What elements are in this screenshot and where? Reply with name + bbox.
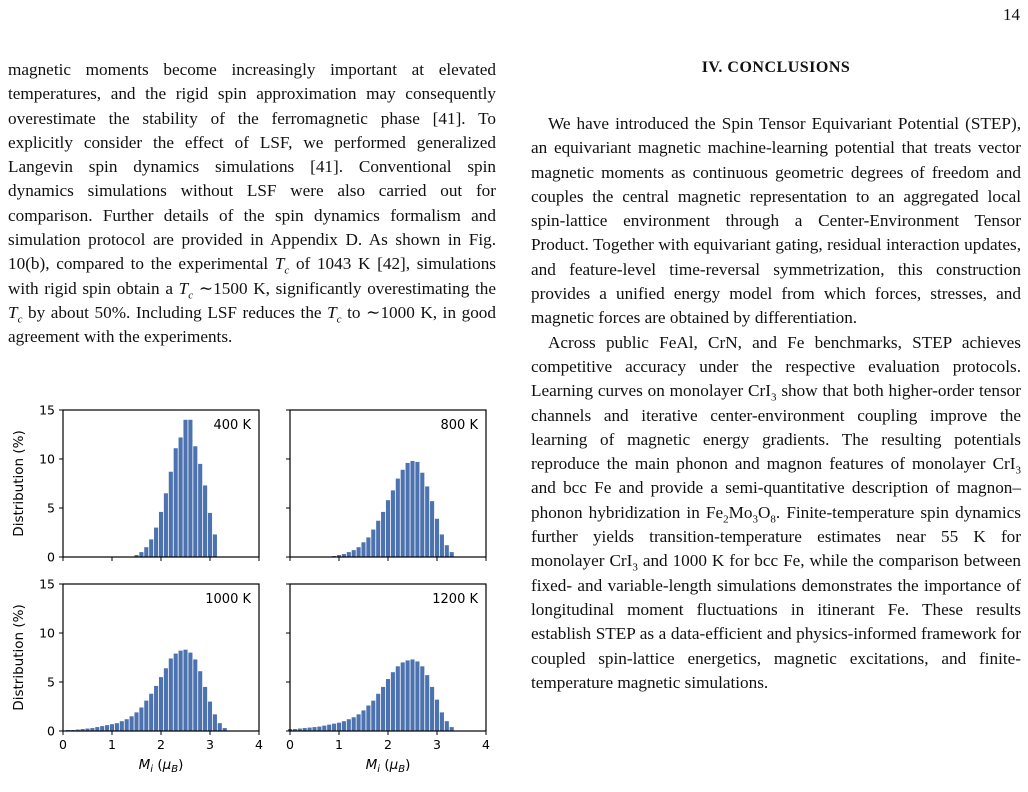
conclusions-paragraph-2: Across public FeAl, CrN, and Fe benchmarks, STEP achieves competitive accuracy under the respective evaluation protocols. Learning curves on monolayer CrI$_3$ show that both higher-order tensor channels and iterative center-environment coupling improve the learning of magnetic energy gradients. The resulting potentials reproduce the main phonon and magnon features of monolayer CrI$_3$ and bcc Fe and provide a semi-quantitative description of magnon–phonon hybridization in $Fe_2Mo_3O_8$. Finite-temperature spin dynamics further yields transition-temperature estimates near 55 K for monolayer CrI$_3$ and 1000 K for bcc Fe, while the comparison between fixed- and variable-length simulations demonstrates the importance of longitudinal moment fluctuations in itinerant Fe. These results establish STEP as a data-efficient and physics-informed framework for coupled spin-lattice energetics, magnetic excitations, and finite-temperature magnetic simulations. (531, 331, 1021, 695)
x-tick-label: 2 (157, 737, 165, 752)
histogram-bar (322, 726, 326, 731)
y-tick-label: 10 (39, 626, 55, 641)
histogram-bar (347, 552, 351, 557)
histogram-bar (352, 717, 356, 731)
x-tick-label: 4 (482, 737, 490, 752)
histogram-bar (198, 464, 202, 557)
x-tick-label: 2 (384, 737, 392, 752)
histogram-bar (445, 545, 449, 557)
histogram-bar (406, 660, 410, 731)
lsf-text-3: ∼1500 K, significantly overestimating the (193, 279, 496, 298)
histogram-bar (371, 701, 375, 731)
histogram-bar (376, 521, 380, 557)
y-axis-label: Distribution (%) (11, 604, 27, 710)
x-axis-label: $M_i$ $(\mu_B)$ (366, 757, 411, 775)
y-tick-label: 0 (47, 724, 55, 739)
y-tick-label: 0 (47, 550, 55, 565)
histogram-bar (342, 721, 346, 731)
histogram-bar (401, 470, 405, 557)
panel-temperature-label: 400 K (214, 418, 252, 433)
histogram-bar (179, 437, 183, 557)
histogram-bar (120, 721, 124, 731)
histogram-bar (327, 725, 331, 731)
histogram-bar (218, 723, 222, 731)
histogram-bar (154, 686, 158, 731)
page-number: 14 (1003, 5, 1020, 25)
histogram-bar (396, 666, 400, 731)
histogram-bar (193, 446, 197, 557)
y-tick-label: 10 (39, 452, 55, 467)
histogram-bar (174, 654, 178, 731)
y-tick-label: 15 (39, 403, 55, 418)
histogram-bar (410, 659, 414, 731)
histogram-bar (337, 723, 341, 731)
histogram-bar (332, 724, 336, 731)
histogram-figure (0, 400, 500, 787)
lsf-paragraph: magnetic moments become increasingly important at elevated temperatures, and the rigid spin approximation may consequently overestimate the stability of the ferromagnetic phase [41]. To explicitly consider the effect of LSF, we performed generalized Langevin spin dynamics simulations [41]. Conventional spin dynamics simulations without LSF were also carried out for comparison. Further details of the spin dynamics formalism and simulation protocol are provided in Appendix D. As shown in Fig. 10(b), compared to the experimental $T_c$ of 1043 K [42], simulations with rigid spin obtain a $T_c$ ∼1500 K, significantly overestimating the $T_c$ by about 50%. Including LSF reduces the $T_c$ to ∼1000 K, in good agreement with the experiments. (8, 58, 496, 350)
x-tick-label: 0 (59, 737, 67, 752)
histogram-bar (188, 653, 192, 731)
histogram-bar (139, 707, 143, 731)
histogram-bar (440, 534, 444, 557)
histogram-bar (435, 700, 439, 731)
histogram-bar (352, 550, 356, 557)
histogram-bar (317, 727, 321, 731)
lsf-text-1: magnetic moments become increasingly important at elevated temperatures, and the rigid spin approximation may consequently overestimate the stability of the ferromagnetic phase [41]. To explicitly consider the effect of LSF, we performed generalized Langevin spin dynamics simulations [41]. Conventional spin dynamics simulations without LSF were also carried out for comparison. Further details of the spin dynamics formalism and simulation protocol are provided in Appendix D. As shown in Fig. 10(b), compared to the experimental (8, 60, 496, 273)
histogram-bar (406, 463, 410, 557)
histogram-bar (366, 537, 370, 557)
histogram-bar (361, 710, 365, 731)
histogram-bar (425, 486, 429, 557)
histogram-bar (179, 651, 183, 731)
histogram-bar (188, 420, 192, 557)
histogram-bar (391, 672, 395, 731)
histogram-bar (420, 666, 424, 731)
histogram-bar (401, 662, 405, 731)
histogram-bar (391, 490, 395, 557)
lsf-text-2: of 1043 K [42], simulations with rigid spin obtain a (8, 254, 496, 297)
histogram-bar (203, 687, 207, 731)
histogram-bar (415, 462, 419, 557)
histogram-bar (445, 721, 449, 731)
histogram-bar (213, 534, 217, 557)
histogram-bar (376, 694, 380, 731)
histogram-bar (213, 714, 217, 731)
histogram-bar (203, 485, 207, 557)
histogram-bar (174, 448, 178, 557)
y-tick-label: 5 (47, 675, 55, 690)
histogram-bar (198, 671, 202, 731)
histogram-bar (357, 547, 361, 557)
y-tick-label: 5 (47, 501, 55, 516)
histogram-bar (430, 687, 434, 731)
histogram-bar (357, 714, 361, 731)
histogram-bar (149, 694, 153, 731)
histogram-bar (139, 552, 143, 557)
x-tick-label: 3 (206, 737, 214, 752)
y-axis-label: Distribution (%) (11, 430, 27, 536)
histogram-bar (366, 706, 370, 731)
histogram-bar (386, 500, 390, 557)
histogram-bar (183, 650, 187, 731)
histogram-bar (169, 658, 173, 731)
histogram-bar (134, 712, 138, 731)
histogram-bar (420, 473, 424, 557)
histogram-bar (381, 512, 385, 557)
histogram-bar (371, 530, 375, 557)
x-tick-label: 1 (108, 737, 116, 752)
histogram-bar (105, 725, 109, 731)
histogram-bar (435, 519, 439, 557)
histogram-bar (410, 461, 414, 557)
conclusions-paragraph-1: We have introduced the Spin Tensor Equivariant Potential (STEP), an equivariant magnetic machine-learning potential that treats vector magnetic moments as continuous geometric degrees of freedom and couples the central magnetic representation to an aggregated local spin-lattice environment through a Center-Environment Tensor Product. Together with equivariant gating, residual interaction updates, and feature-level time-reversal symmetrization, this construction provides a unified energy model from which forces, stresses, and magnetic forces are obtained by differentiation. (531, 112, 1021, 331)
histogram-bar (100, 726, 104, 731)
histogram-bar (425, 675, 429, 731)
histogram-bar (208, 513, 212, 557)
histogram-bar (164, 668, 168, 731)
histogram-bar (193, 659, 197, 731)
x-tick-label: 1 (335, 737, 343, 752)
histogram-bar (386, 679, 390, 731)
histogram-bar (125, 719, 129, 731)
left-column (8, 58, 496, 350)
histogram-bar (159, 512, 163, 557)
histogram-bar (440, 712, 444, 731)
histogram-bar (396, 479, 400, 557)
histogram-bar (381, 687, 385, 731)
histogram-bar (164, 493, 168, 557)
histogram-bar (347, 719, 351, 731)
histogram-bar (361, 542, 365, 557)
histogram-bar (450, 552, 454, 557)
right-column (531, 58, 1021, 695)
histogram-bar (208, 702, 212, 731)
panel-temperature-label: 800 K (441, 418, 479, 433)
histogram-bar (149, 539, 153, 557)
histogram-bar (169, 472, 173, 557)
histogram-bar (110, 724, 114, 731)
x-tick-label: 3 (433, 737, 441, 752)
histogram-grid (0, 400, 500, 787)
histogram-bar (115, 723, 119, 731)
panel-temperature-label: 1000 K (205, 592, 251, 607)
section-heading: IV. CONCLUSIONS (531, 58, 1021, 78)
x-tick-label: 4 (255, 737, 263, 752)
histogram-bar (144, 701, 148, 731)
histogram-bar (430, 501, 434, 557)
histogram-bar (130, 716, 134, 731)
x-tick-label: 0 (286, 737, 294, 752)
histogram-bar (159, 677, 163, 731)
x-axis-label: $M_i$ $(\mu_B)$ (139, 757, 184, 775)
panel-temperature-label: 1200 K (432, 592, 478, 607)
lsf-text-5: to ∼1000 K, in good agreement with the experiments. (8, 303, 496, 346)
histogram-bar (154, 528, 158, 557)
histogram-bar (183, 420, 187, 557)
y-tick-label: 15 (39, 577, 55, 592)
histogram-bar (415, 661, 419, 731)
histogram-bar (144, 547, 148, 557)
lsf-text-4: by about 50%. Including LSF reduces the (22, 303, 327, 322)
